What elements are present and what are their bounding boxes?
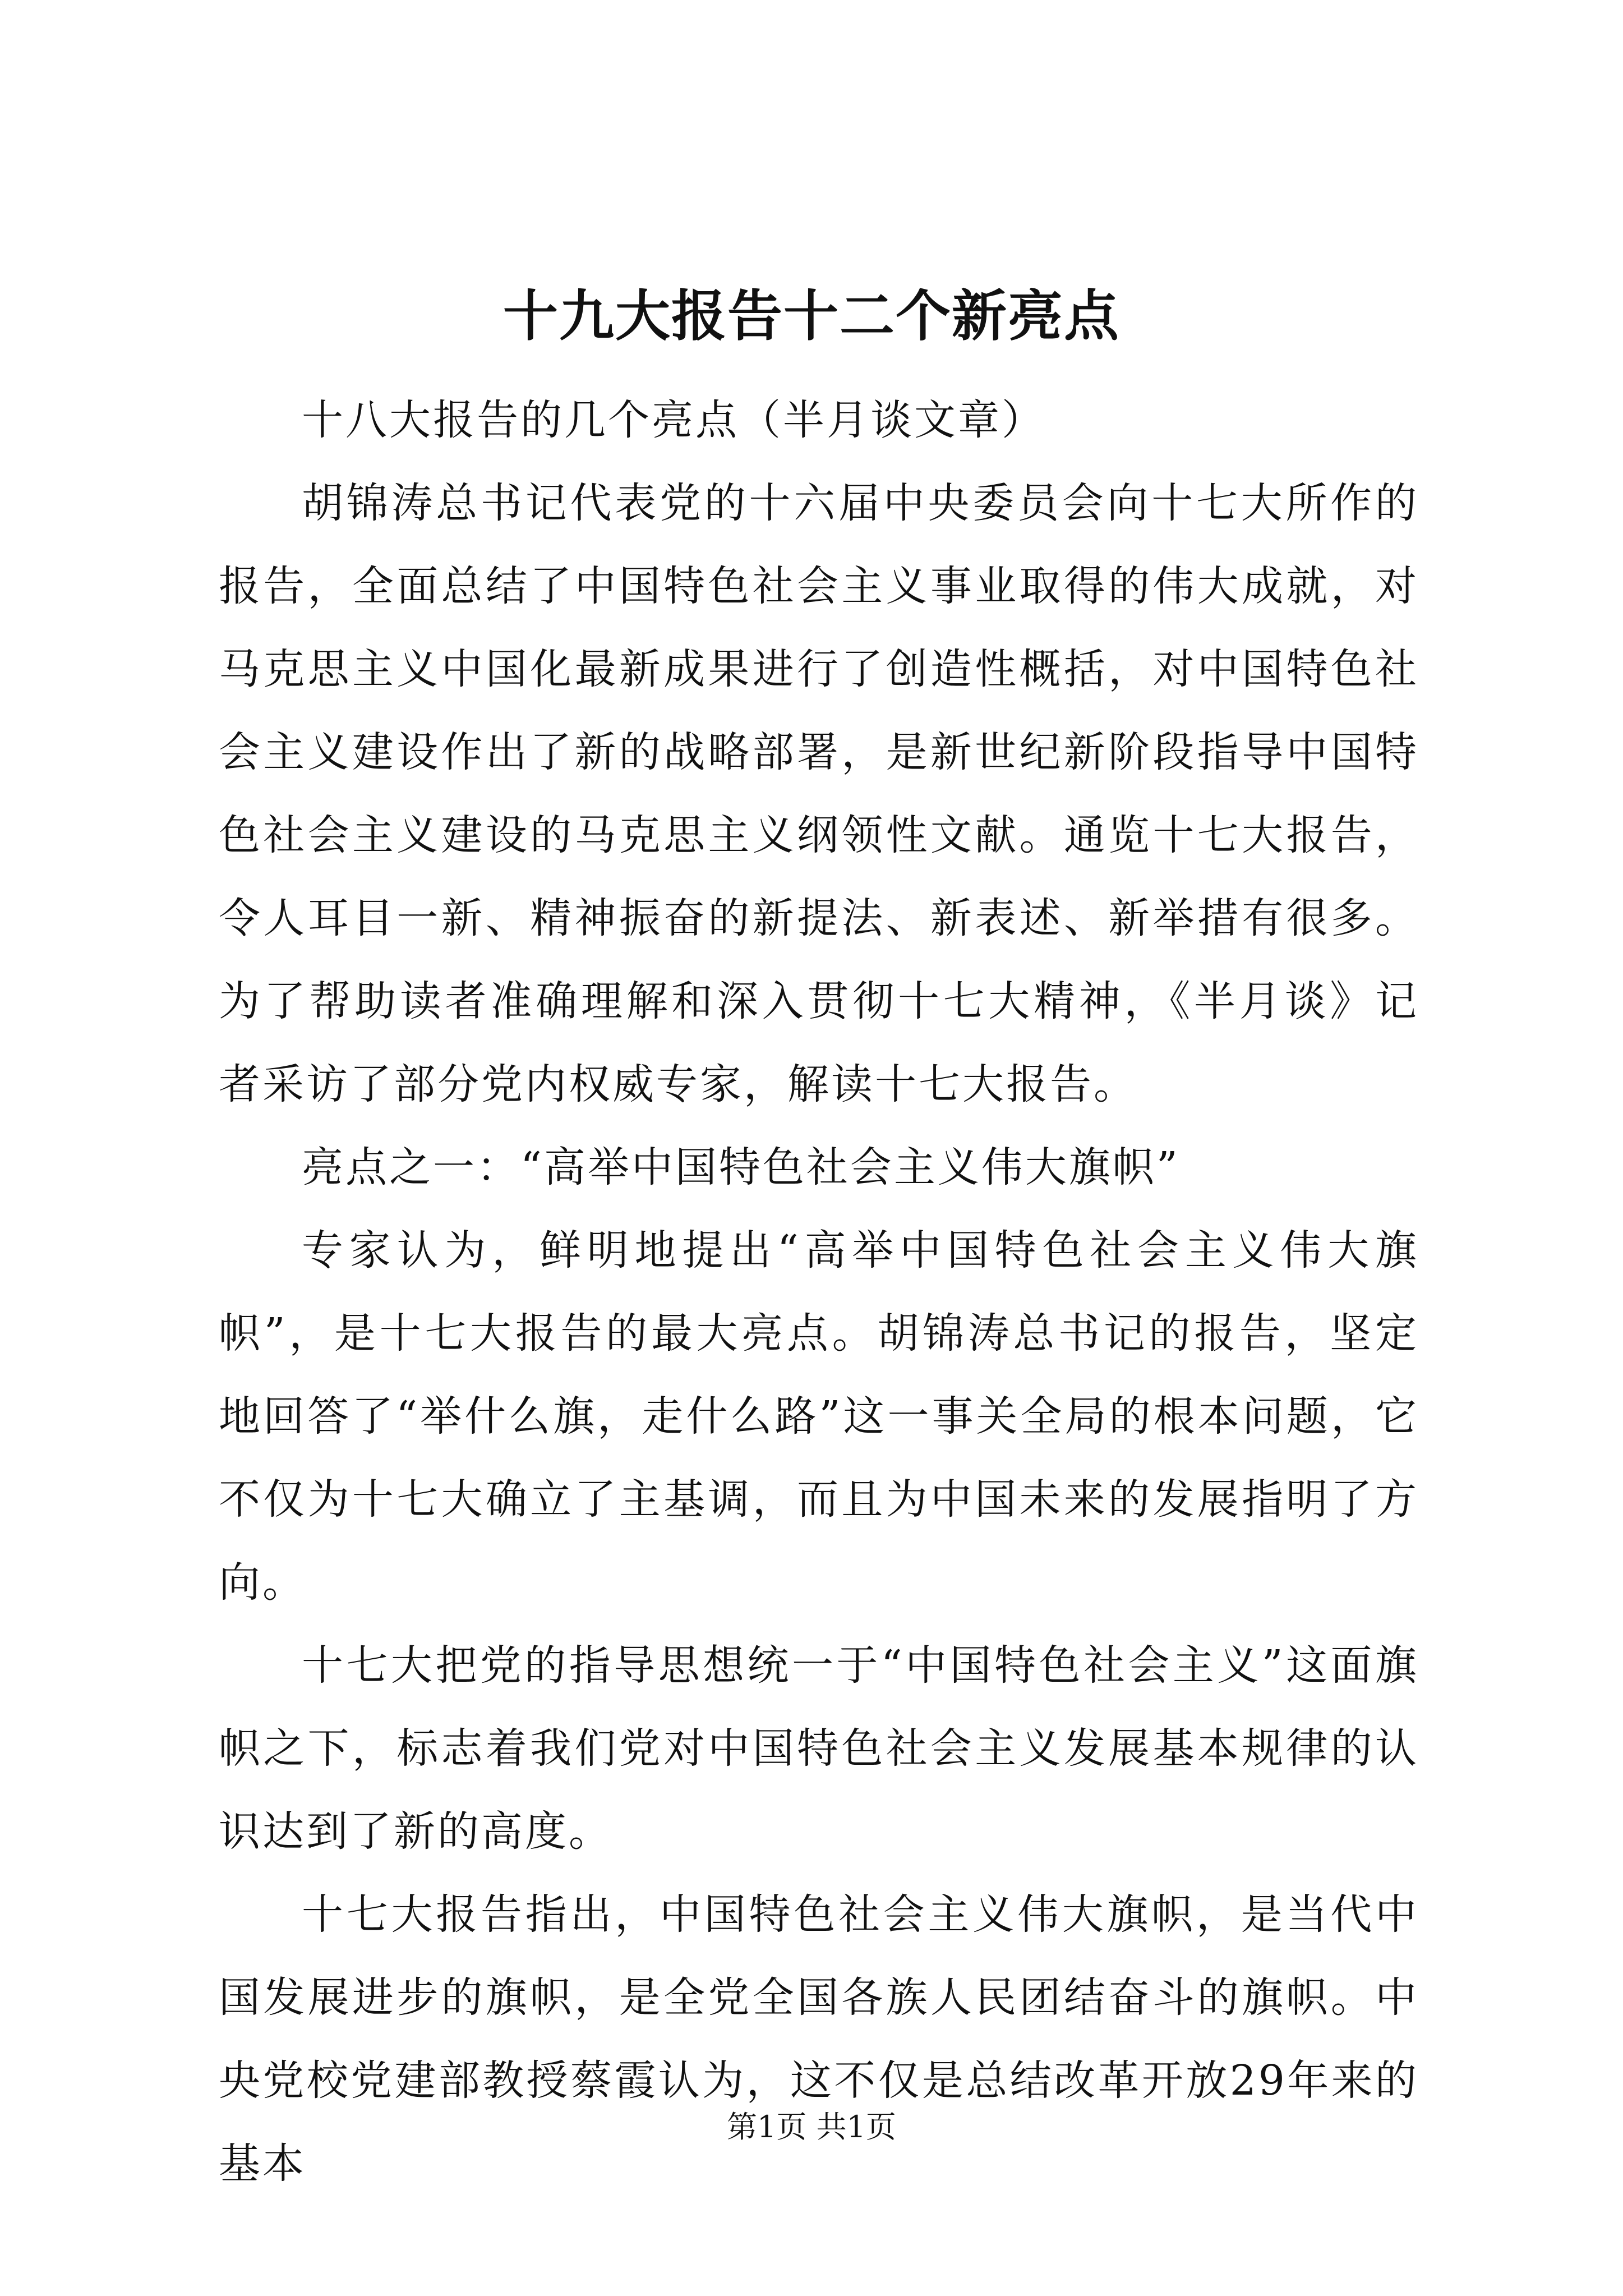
page-footer: 第1页 共1页	[727, 2109, 896, 2145]
page-title: 十九大报告十二个新亮点	[502, 284, 1120, 348]
document-body	[219, 379, 1419, 2205]
paragraph: 胡锦涛总书记代表党的十六届中央委员会向十七大所作的报告，全面总结了中国特色社会主义事业取得的伟大成就，对马克思主义中国化最新成果进行了创造性概括，对中国特色社会主义建设作出了新的战略部署，是新世纪新阶段指导中国特色社会主义建设的马克思主义纲领性文献。通览十七大报告，令人耳目一新、精神振奋的新提法、新表述、新举措有很多。为了帮助读者准确理解和深入贯彻十七大精神，《半月谈》记者采访了部分党内权威专家，解读十七大报告。	[219, 479, 1419, 1108]
paragraph: 专家认为，鲜明地提出“高举中国特色社会主义伟大旗帜”，是十七大报告的最大亮点。胡锦涛总书记的报告，坚定地回答了“举什么旗，走什么路”这一事关全局的根本问题，它不仅为十七大确立了主基调，而且为中国未来的发展指明了方向。	[219, 1226, 1419, 1607]
paragraph-subtitle: 十八大报告的几个亮点（半月谈文章）	[302, 396, 1045, 444]
paragraph-heading: 亮点之一：“高举中国特色社会主义伟大旗帜”	[302, 1143, 1180, 1191]
paragraph: 十七大把党的指导思想统一于“中国特色社会主义”这面旗帜之下，标志着我们党对中国特色社会主义发展基本规律的认识达到了新的高度。	[219, 1641, 1419, 1856]
paragraph: 十七大报告指出，中国特色社会主义伟大旗帜，是当代中国发展进步的旗帜，是全党全国各族人民团结奋斗的旗帜。中央党校党建部教授蔡霞认为，这不仅是总结改革开放29年来的基本	[219, 1890, 1419, 2188]
